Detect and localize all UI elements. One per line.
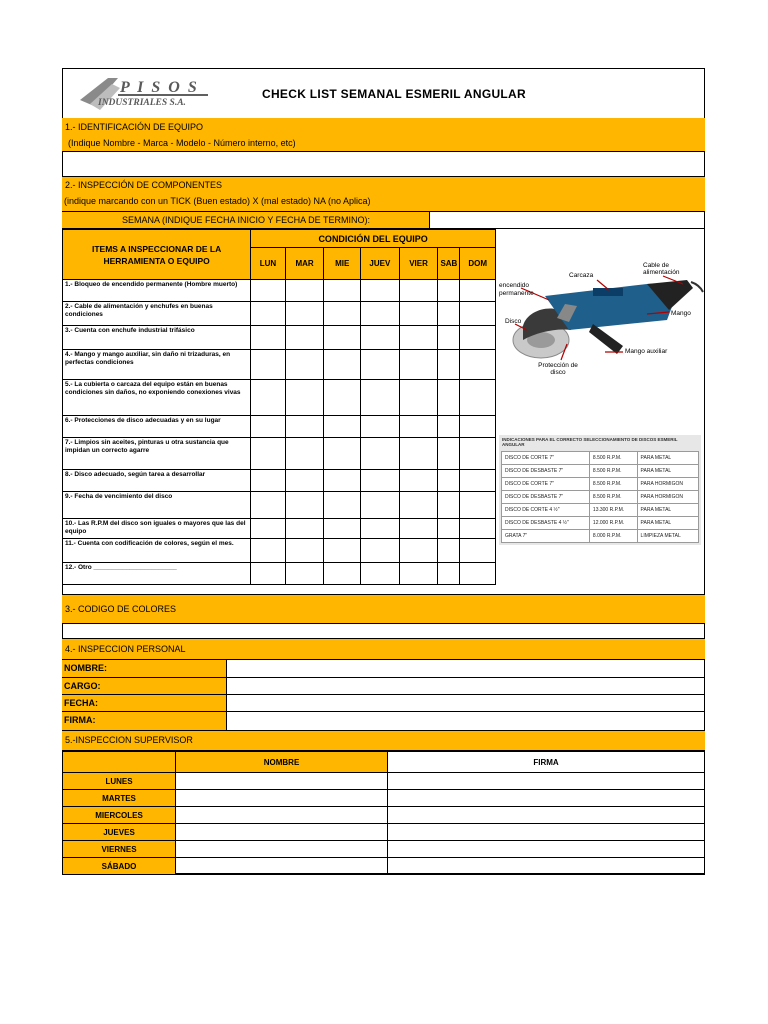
check-cell[interactable] [460,519,496,539]
check-cell[interactable] [251,563,286,585]
day-header: MIE [324,248,361,280]
disc-row [502,465,699,478]
section-2-heading: 2.- INSPECCIÓN DE COMPONENTES [65,180,223,190]
check-cell[interactable] [285,350,324,380]
check-cell[interactable] [361,380,400,416]
section-3-heading: 3.- CODIGO DE COLORES [65,604,177,614]
check-cell[interactable] [460,438,496,470]
check-cell[interactable] [460,326,496,350]
inspection-item-label: 3.- Cuenta con enchufe industrial trifásico [63,326,251,350]
disc-cell: 8.500 R.P.M. [589,491,637,504]
supervisor-sign-cell[interactable] [388,807,705,824]
check-cell[interactable] [361,350,400,380]
disc-row [502,491,699,504]
disc-cell: 8.500 R.P.M. [589,465,637,478]
section-2-instruction: (indique marcando con un TICK (Buen estado) X (mal estado) NA (no Aplica) [64,196,371,206]
personal-field-label [62,695,227,712]
supervisor-day-label: MARTES [63,790,176,807]
label-mango: Mango [671,310,691,317]
day-header: SAB [438,248,460,280]
check-cell[interactable] [460,350,496,380]
supervisor-sign-cell[interactable] [388,790,705,807]
supervisor-sign-cell[interactable] [388,841,705,858]
check-cell[interactable] [460,539,496,563]
check-cell[interactable] [460,380,496,416]
check-cell[interactable] [361,326,400,350]
week-label-cell [62,212,430,229]
section-1-instruction: (Indique Nombre - Marca - Modelo - Número interno, etc) [68,138,296,148]
day-header: DOM [460,248,496,280]
logo-name: P I S O S [120,79,199,96]
disc-cell: DISCO DE CORTE 4 ½" [502,504,590,517]
section-4-heading: 4.- INSPECCION PERSONAL [65,644,186,654]
disc-cell: 8.000 R.P.M. [589,530,637,543]
disc-row [502,478,699,491]
personal-field-input[interactable] [227,678,705,695]
check-cell[interactable] [324,492,361,519]
check-cell[interactable] [285,416,324,438]
inspection-item-label: 5.- La cubierta o carcaza del equipo están en buenas condiciones sin daños, no exponiendo conexiones vivas [63,380,251,416]
disc-cell: DISCO DE CORTE 7" [502,478,590,491]
disc-cell: GRATA 7" [502,530,590,543]
inspection-item-label: 1.- Bloqueo de encendido permanente (Hombre muerto) [63,280,251,302]
disc-cell: 12.000 R.P.M. [589,517,637,530]
check-cell[interactable] [324,350,361,380]
label-cable: Cable de alimentación [643,262,680,276]
label-proteccion: Protección de disco [538,362,578,376]
section-1-header [62,118,705,152]
check-cell[interactable] [460,470,496,492]
supervisor-row [63,841,705,858]
check-cell[interactable] [251,380,286,416]
disc-cell: 8.500 R.P.M. [589,478,637,491]
section-1-heading: 1.- IDENTIFICACIÓN DE EQUIPO [65,122,204,132]
inspection-item-label: 8.- Disco adecuado, según tarea a desarrollar [63,470,251,492]
page-title: CHECK LIST SEMANAL ESMERIL ANGULAR [262,87,526,101]
check-cell[interactable] [399,470,438,492]
inspection-item-label: 9.- Fecha de vencimiento del disco [63,492,251,519]
disc-cell: PARA METAL [637,452,698,465]
check-cell[interactable] [361,416,400,438]
disc-cell: DISCO DE DESBASTE 4 ½" [502,517,590,530]
inspection-row [63,350,496,380]
supervisor-corner [63,752,176,773]
inspection-item-label: 6.- Protecciones de disco adecuadas y en su lugar [63,416,251,438]
inspection-row [63,302,496,326]
inspection-item-label: 11.- Cuenta con codificación de colores, según el mes. [63,539,251,563]
check-cell[interactable] [399,519,438,539]
logo-subtitle: INDUSTRIALES S.A. [98,98,186,108]
check-cell[interactable] [460,302,496,326]
supervisor-day-label: SÁBADO [63,858,176,875]
supervisor-col-sign: FIRMA [388,752,705,773]
label-encendido: encendido permanente [499,282,534,297]
week-label: SEMANA (INDIQUE FECHA INICIO Y FECHA DE TERMINO): [121,215,371,225]
check-cell[interactable] [324,380,361,416]
disc-cell: DISCO DE CORTE 7" [502,452,590,465]
personal-field-text: CARGO: [64,681,101,691]
check-cell[interactable] [399,280,438,302]
day-header: VIER [399,248,438,280]
inspection-row [63,416,496,438]
check-cell[interactable] [324,470,361,492]
disc-cell: PARA METAL [637,465,698,478]
check-cell[interactable] [438,326,460,350]
disc-row [502,517,699,530]
check-cell[interactable] [285,326,324,350]
personal-field-text: FIRMA: [64,715,96,725]
supervisor-day-label: MIERCOLES [63,807,176,824]
check-cell[interactable] [361,492,400,519]
inspection-row [63,563,496,585]
disc-cell: PARA METAL [637,504,698,517]
check-cell[interactable] [438,350,460,380]
inspection-item-label: 7.- Limpios sin aceites, pinturas u otra sustancia que impidan un correcto agarre [63,438,251,470]
company-logo [78,74,210,114]
personal-field-input[interactable] [227,712,705,731]
check-cell[interactable] [324,326,361,350]
check-cell[interactable] [324,519,361,539]
supervisor-row [63,858,705,875]
check-cell[interactable] [399,416,438,438]
check-cell[interactable] [251,470,286,492]
inspection-item-label: 2.- Cable de alimentación y enchufes en buenas condiciones [63,302,251,326]
check-cell[interactable] [251,519,286,539]
check-cell[interactable] [438,416,460,438]
disc-cell: LIMPIEZA METAL [637,530,698,543]
check-cell[interactable] [438,438,460,470]
disc-cell: DISCO DE DESBASTE 7" [502,491,590,504]
check-cell[interactable] [399,326,438,350]
items-header: ITEMS A INSPECCIONAR DE LA HERRAMIENTA O EQUIPO [63,230,251,280]
personal-field-label [62,712,227,731]
supervisor-name-cell[interactable] [176,773,388,790]
check-cell[interactable] [285,519,324,539]
supervisor-day-label: JUEVES [63,824,176,841]
supervisor-col-name: NOMBRE [176,752,388,773]
check-cell[interactable] [361,563,400,585]
check-cell[interactable] [460,416,496,438]
check-cell[interactable] [251,350,286,380]
supervisor-name-cell[interactable] [176,790,388,807]
disc-row [502,530,699,543]
check-cell[interactable] [399,350,438,380]
check-cell[interactable] [438,492,460,519]
section-2-header [62,177,705,212]
supervisor-row [63,773,705,790]
grinder-illustration [497,248,705,388]
personal-field-text: NOMBRE: [64,663,107,673]
check-cell[interactable] [399,563,438,585]
condition-header: CONDICIÓN DEL EQUIPO [251,230,496,248]
check-cell[interactable] [324,438,361,470]
label-disco: Disco [505,318,522,325]
check-cell[interactable] [399,539,438,563]
inspection-item-label: 12.- Otro _______________________ [63,563,251,585]
personal-field-label [62,660,227,678]
check-cell[interactable] [251,326,286,350]
check-cell[interactable] [438,280,460,302]
check-cell[interactable] [324,302,361,326]
check-cell[interactable] [399,438,438,470]
check-cell[interactable] [324,280,361,302]
inspection-row [63,438,496,470]
color-code-field[interactable] [62,624,705,639]
check-cell[interactable] [438,302,460,326]
day-header: MAR [285,248,324,280]
personal-field-input[interactable] [227,660,705,678]
check-cell[interactable] [438,380,460,416]
check-cell[interactable] [399,302,438,326]
supervisor-name-cell[interactable] [176,807,388,824]
check-cell[interactable] [285,438,324,470]
section-3-header [62,594,705,624]
disc-cell: PARA HORMIGON [637,478,698,491]
disc-row [502,452,699,465]
equipment-id-field[interactable] [62,152,705,177]
disc-cell: PARA METAL [637,517,698,530]
week-dates-field[interactable] [430,212,705,229]
day-header: LUN [251,248,286,280]
check-cell[interactable] [285,492,324,519]
check-cell[interactable] [361,280,400,302]
inspection-row [63,470,496,492]
check-cell[interactable] [251,539,286,563]
check-cell[interactable] [251,492,286,519]
inspection-row [63,280,496,302]
disc-cell: PARA HORMIGON [637,491,698,504]
check-cell[interactable] [285,302,324,326]
check-cell[interactable] [438,470,460,492]
check-cell[interactable] [324,563,361,585]
supervisor-sign-cell[interactable] [388,773,705,790]
section-5-header [62,731,705,751]
personal-field-label [62,678,227,695]
supervisor-row [63,824,705,841]
day-header: JUEV [361,248,400,280]
supervisor-sign-cell[interactable] [388,858,705,875]
check-cell[interactable] [251,280,286,302]
personal-field-input[interactable] [227,695,705,712]
personal-field-text: FECHA: [64,698,98,708]
supervisor-row [63,807,705,824]
disc-cell: DISCO DE DESBASTE 7" [502,465,590,478]
check-cell[interactable] [251,438,286,470]
supervisor-day-label: LUNES [63,773,176,790]
check-cell[interactable] [361,302,400,326]
check-cell[interactable] [324,416,361,438]
check-cell[interactable] [361,539,400,563]
disc-table-title: INDICACIONES PARA EL CORRECTO SELECCIONAMIENTO DE DISCOS ESMERIL ANGULAR [502,437,678,447]
check-cell[interactable] [361,438,400,470]
check-cell[interactable] [285,380,324,416]
check-cell[interactable] [399,380,438,416]
supervisor-row [63,790,705,807]
inspection-row [63,519,496,539]
inspection-table [62,229,496,585]
section-4-header [62,639,705,660]
check-cell[interactable] [361,470,400,492]
check-cell[interactable] [251,302,286,326]
check-cell[interactable] [399,492,438,519]
inspection-row [63,326,496,350]
supervisor-name-cell[interactable] [176,858,388,875]
inspection-row [63,492,496,519]
disc-cell: 8.500 R.P.M. [589,452,637,465]
supervisor-sign-cell[interactable] [388,824,705,841]
check-cell[interactable] [460,492,496,519]
inspection-row [63,539,496,563]
supervisor-table [62,751,705,875]
supervisor-name-cell[interactable] [176,841,388,858]
check-cell[interactable] [285,539,324,563]
check-cell[interactable] [324,539,361,563]
inspection-row [63,380,496,416]
disc-cell: 13.300 R.P.M. [589,504,637,517]
inspection-item-label: 4.- Mango y mango auxiliar, sin daño ni trizaduras, en perfectas condiciones [63,350,251,380]
inspection-item-label: 10.- Las R.P.M del disco son iguales o mayores que las del equipo [63,519,251,539]
check-cell[interactable] [285,563,324,585]
check-cell[interactable] [251,416,286,438]
supervisor-name-cell[interactable] [176,824,388,841]
label-mango-auxiliar: Mango auxiliar [625,348,668,355]
section-5-heading: 5.-INSPECCION SUPERVISOR [65,735,193,745]
check-cell[interactable] [460,563,496,585]
supervisor-day-label: VIERNES [63,841,176,858]
check-cell[interactable] [438,519,460,539]
check-cell[interactable] [285,280,324,302]
check-cell[interactable] [438,539,460,563]
disc-row [502,504,699,517]
disc-selection-table [499,435,701,545]
check-cell[interactable] [460,280,496,302]
label-carcaza: Carcaza [569,272,594,279]
check-cell[interactable] [438,563,460,585]
check-cell[interactable] [285,470,324,492]
check-cell[interactable] [361,519,400,539]
